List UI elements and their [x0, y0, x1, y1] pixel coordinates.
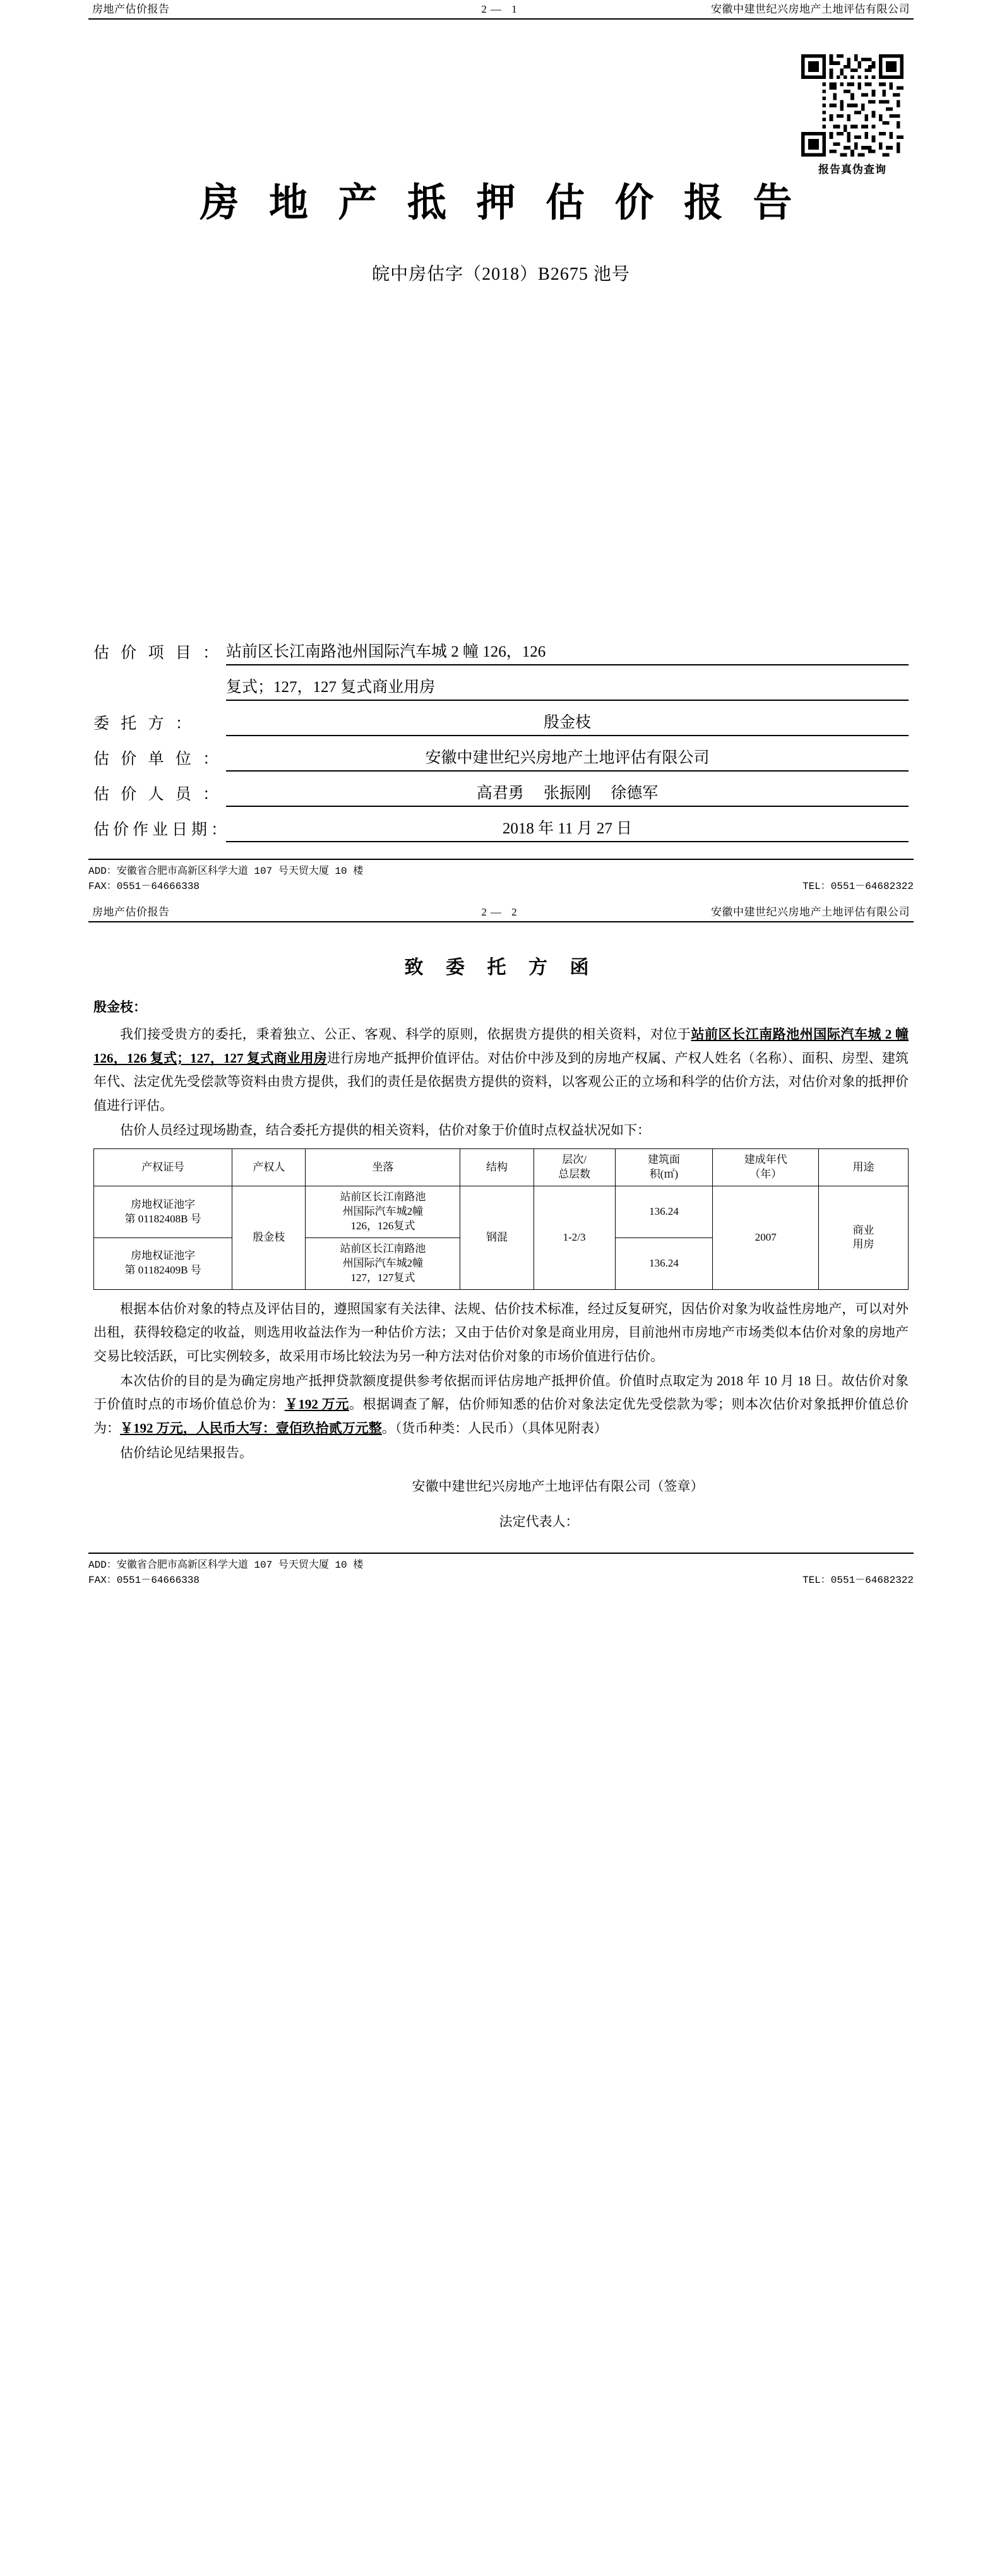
cover-field-appraisers-label: 估 价 人 员 ： [93, 786, 223, 803]
letter-salutation: 殷金枝： [93, 999, 146, 1015]
table-header-use: 用途 [819, 1149, 909, 1186]
table-cell-year: 2007 [713, 1186, 819, 1290]
cover-field-project-value: 站前区长江南路池州国际汽车城 2 幢 126，126 [226, 639, 909, 665]
table-header-year-line2: （年） [749, 1168, 782, 1181]
footer-tel-2: TEL：0551－64682322 [802, 1575, 914, 1587]
running-header-right-2: 安徽中建世纪兴房地产土地评估有限公司 [710, 906, 910, 918]
property-rights-table [93, 1148, 909, 1290]
footer-tel: TEL：0551－64682322 [802, 881, 914, 892]
letter-paragraph-5: 估价结论见结果报告。 [120, 1445, 253, 1460]
cover-field-appraisers [93, 780, 909, 807]
footer-address [88, 864, 914, 879]
table-cell-cert-no [94, 1237, 232, 1289]
cert-no-line1: 房地权证池字 [131, 1198, 196, 1210]
cover-field-client [93, 710, 909, 736]
table-cell-structure: 钢混 [460, 1186, 534, 1290]
running-header-page-number-2: 2— 2 [481, 906, 521, 918]
cover-field-date-label: 估价作业日期： [93, 821, 231, 838]
letter-paragraph-1 [93, 1023, 909, 1118]
cert-no-line2: 第 01182408B 号 [124, 1212, 201, 1225]
location-line1: 站前区长江南路池 [340, 1191, 426, 1203]
cover-field-date [93, 816, 909, 842]
running-header-left-2: 房地产估价报告 [92, 906, 170, 918]
qr-caption: 报告真伪查询 [818, 164, 886, 176]
running-header-page1 [88, 0, 914, 20]
footer-page2 [88, 1553, 914, 1588]
table-cell-floors: 1-2/3 [534, 1186, 615, 1290]
location-line1: 站前区长江南路池 [340, 1242, 426, 1255]
running-header-left: 房地产估价报告 [92, 3, 170, 15]
cert-no-line2: 第 01182409B 号 [124, 1264, 201, 1277]
table-cell-use [819, 1186, 909, 1290]
footer-address-line-2 [88, 1558, 914, 1573]
footer-address-value: 安徽省合肥市高新区科学大道 107 号天贸大厦 10 楼 [116, 866, 364, 877]
table-header-structure: 结构 [460, 1149, 534, 1186]
cover-report-code: 皖中房估字（2018）B2675 池号 [372, 265, 630, 284]
footer-address-line [88, 864, 914, 879]
table-header-cert-no: 产权证号 [94, 1149, 232, 1186]
letter-body [93, 996, 909, 1534]
letter-p4-part-c: 。（货币种类：人民币）（具体见附表） [381, 1420, 607, 1436]
cover-field-client-label: 委 托 方 ： [93, 715, 195, 732]
cover-field-client-value: 殷金枝 [226, 710, 909, 736]
letter-p1-highlight: 站前区长江南路池州国际汽车城 2 幢 126，126 复式；127，127 复式商业用房 [93, 1027, 909, 1066]
table-header-area-line1: 建筑面 [647, 1154, 680, 1166]
letter-paragraph-3: 根据本估价对象的特点及评估目的，遵照国家有关法律、法规、估价技术标准，经过反复研究，因估价对象为收益性房地产，可以对外出租，获得较稳定的收益，则选用收益法作为一种估价方法；又由于估价对象是商业用房，目前池州市房地产市场类似本估价对象的房地产交易比较活跃，可比实例较多，故采用市场比较法为另一种方法对估价对象的市场价值进行估价。 [93, 1301, 909, 1364]
table-header-floors-line1: 层次/ [562, 1154, 587, 1166]
location-line2: 州国际汽车城2幢 [342, 1256, 424, 1269]
table-header-floors [534, 1149, 615, 1186]
use-line2: 用房 [852, 1238, 874, 1251]
cover-title: 房 地 产 抵 押 估 价 报 告 [200, 182, 802, 225]
table-header-location: 坐落 [306, 1149, 460, 1186]
table-header-row [94, 1149, 909, 1186]
letter-paragraph-4 [93, 1369, 909, 1440]
footer-address-label: ADD： [88, 866, 117, 877]
running-header-page2 [88, 903, 914, 922]
cover-field-project [93, 639, 909, 665]
cover-field-date-value: 2018 年 11 月 27 日 [226, 816, 909, 842]
table-cell-area: 136.24 [615, 1186, 713, 1238]
letter-p1-part-a: 我们接受贵方的委托，秉着独立、公正、客观、科学的原则，依据贵方提供的相关资料，对位于 [120, 1027, 691, 1042]
cover-field-appraisers-value: 高君勇 张振刚 徐德军 [226, 780, 909, 807]
table-cell-location [306, 1186, 460, 1238]
letter-p4-part-b: 。根据调查了解，估价师知悉的估价对象法定优先受偿款为零；则本次估价对象抵押价值总价为： [93, 1397, 909, 1436]
cert-no-line1: 房地权证池字 [131, 1249, 196, 1262]
table-row [94, 1186, 909, 1238]
cover-field-firm-value: 安徽中建世纪兴房地产土地评估有限公司 [226, 745, 909, 772]
table-cell-area: 136.24 [615, 1237, 713, 1289]
letter-p4-amount-market: ￥192 万元 [284, 1397, 349, 1412]
footer-fax: FAX：0551－64666338 [88, 881, 200, 892]
letter-p1-part-b: 进行房地产抵押价值评估。对估价中涉及到的房地产权属、产权人姓名（名称）、面积、房型、建筑年代、法定优先受偿款等资料由贵方提供，我们的责任是依据贵方提供的资料，以客观公正的立场和科学的估价方法，对估价对象的抵押价值进行评估。 [93, 1050, 909, 1113]
table-header-year-line1: 建成年代 [744, 1154, 787, 1166]
letter-p4-part-a: 本次估价的目的是为确定房地产抵押贷款额度提供参考依据而评估房地产抵押价值。价值时点取定为 2018 年 10 月 18 日。故估价对象于价值时点的市场价值总价为： [93, 1373, 909, 1412]
cover-fields [93, 639, 909, 842]
letter-paragraph-2: 估价人员经过现场勘查，结合委托方提供的相关资料，估价对象于价值时点权益状况如下： [120, 1122, 650, 1138]
letter-p4-amount-mortgage: ￥192 万元，人民币大写：壹佰玖拾贰万元整 [120, 1420, 382, 1436]
table-header-floors-line2: 总层数 [558, 1168, 591, 1181]
table-header-owner: 产权人 [232, 1149, 306, 1186]
cover-field-firm [93, 745, 909, 772]
table-cell-location [306, 1237, 460, 1289]
cover-field-firm-label: 估 价 单 位 ： [93, 751, 223, 768]
qr-block [796, 54, 909, 176]
footer-address-label-2: ADD： [88, 1559, 117, 1571]
cover-field-project-continued [93, 674, 909, 701]
location-line3: 126，126复式 [350, 1220, 415, 1232]
footer-fax-2: FAX：0551－64666338 [88, 1575, 200, 1587]
cover-field-project-value-2: 复式；127，127 复式商业用房 [226, 674, 909, 701]
table-header-area [615, 1149, 713, 1186]
location-line2: 州国际汽车城2幢 [342, 1205, 424, 1218]
location-line3: 127，127复式 [350, 1271, 415, 1284]
cover-field-spacer [93, 674, 226, 701]
table-cell-owner: 殷金枝 [232, 1186, 306, 1290]
footer-contact-line-2 [88, 1573, 914, 1588]
qr-code-icon [801, 54, 904, 157]
use-line1: 商业 [852, 1224, 874, 1236]
footer-contact-line [88, 879, 914, 894]
running-header-right: 安徽中建世纪兴房地产土地评估有限公司 [710, 3, 910, 15]
cover-field-project-label: 估 价 项 目 ： [93, 645, 223, 662]
signature-company: 安徽中建世纪兴房地产土地评估有限公司（签章） [412, 1479, 704, 1494]
running-header-page-number: 2— 1 [481, 3, 521, 15]
table-cell-cert-no [94, 1186, 232, 1238]
signature-legal-representative: 法定代表人： [499, 1513, 579, 1529]
table-header-year [713, 1149, 819, 1186]
letter-title: 致 委 托 方 函 [404, 957, 598, 978]
table-header-area-line2: 积(㎡) [649, 1168, 679, 1181]
footer-address-value-2: 安徽省合肥市高新区科学大道 107 号天贸大厦 10 楼 [116, 1559, 364, 1571]
signature-block [93, 1475, 909, 1534]
footer-page1 [88, 859, 914, 894]
footer-address-2 [88, 1558, 914, 1573]
